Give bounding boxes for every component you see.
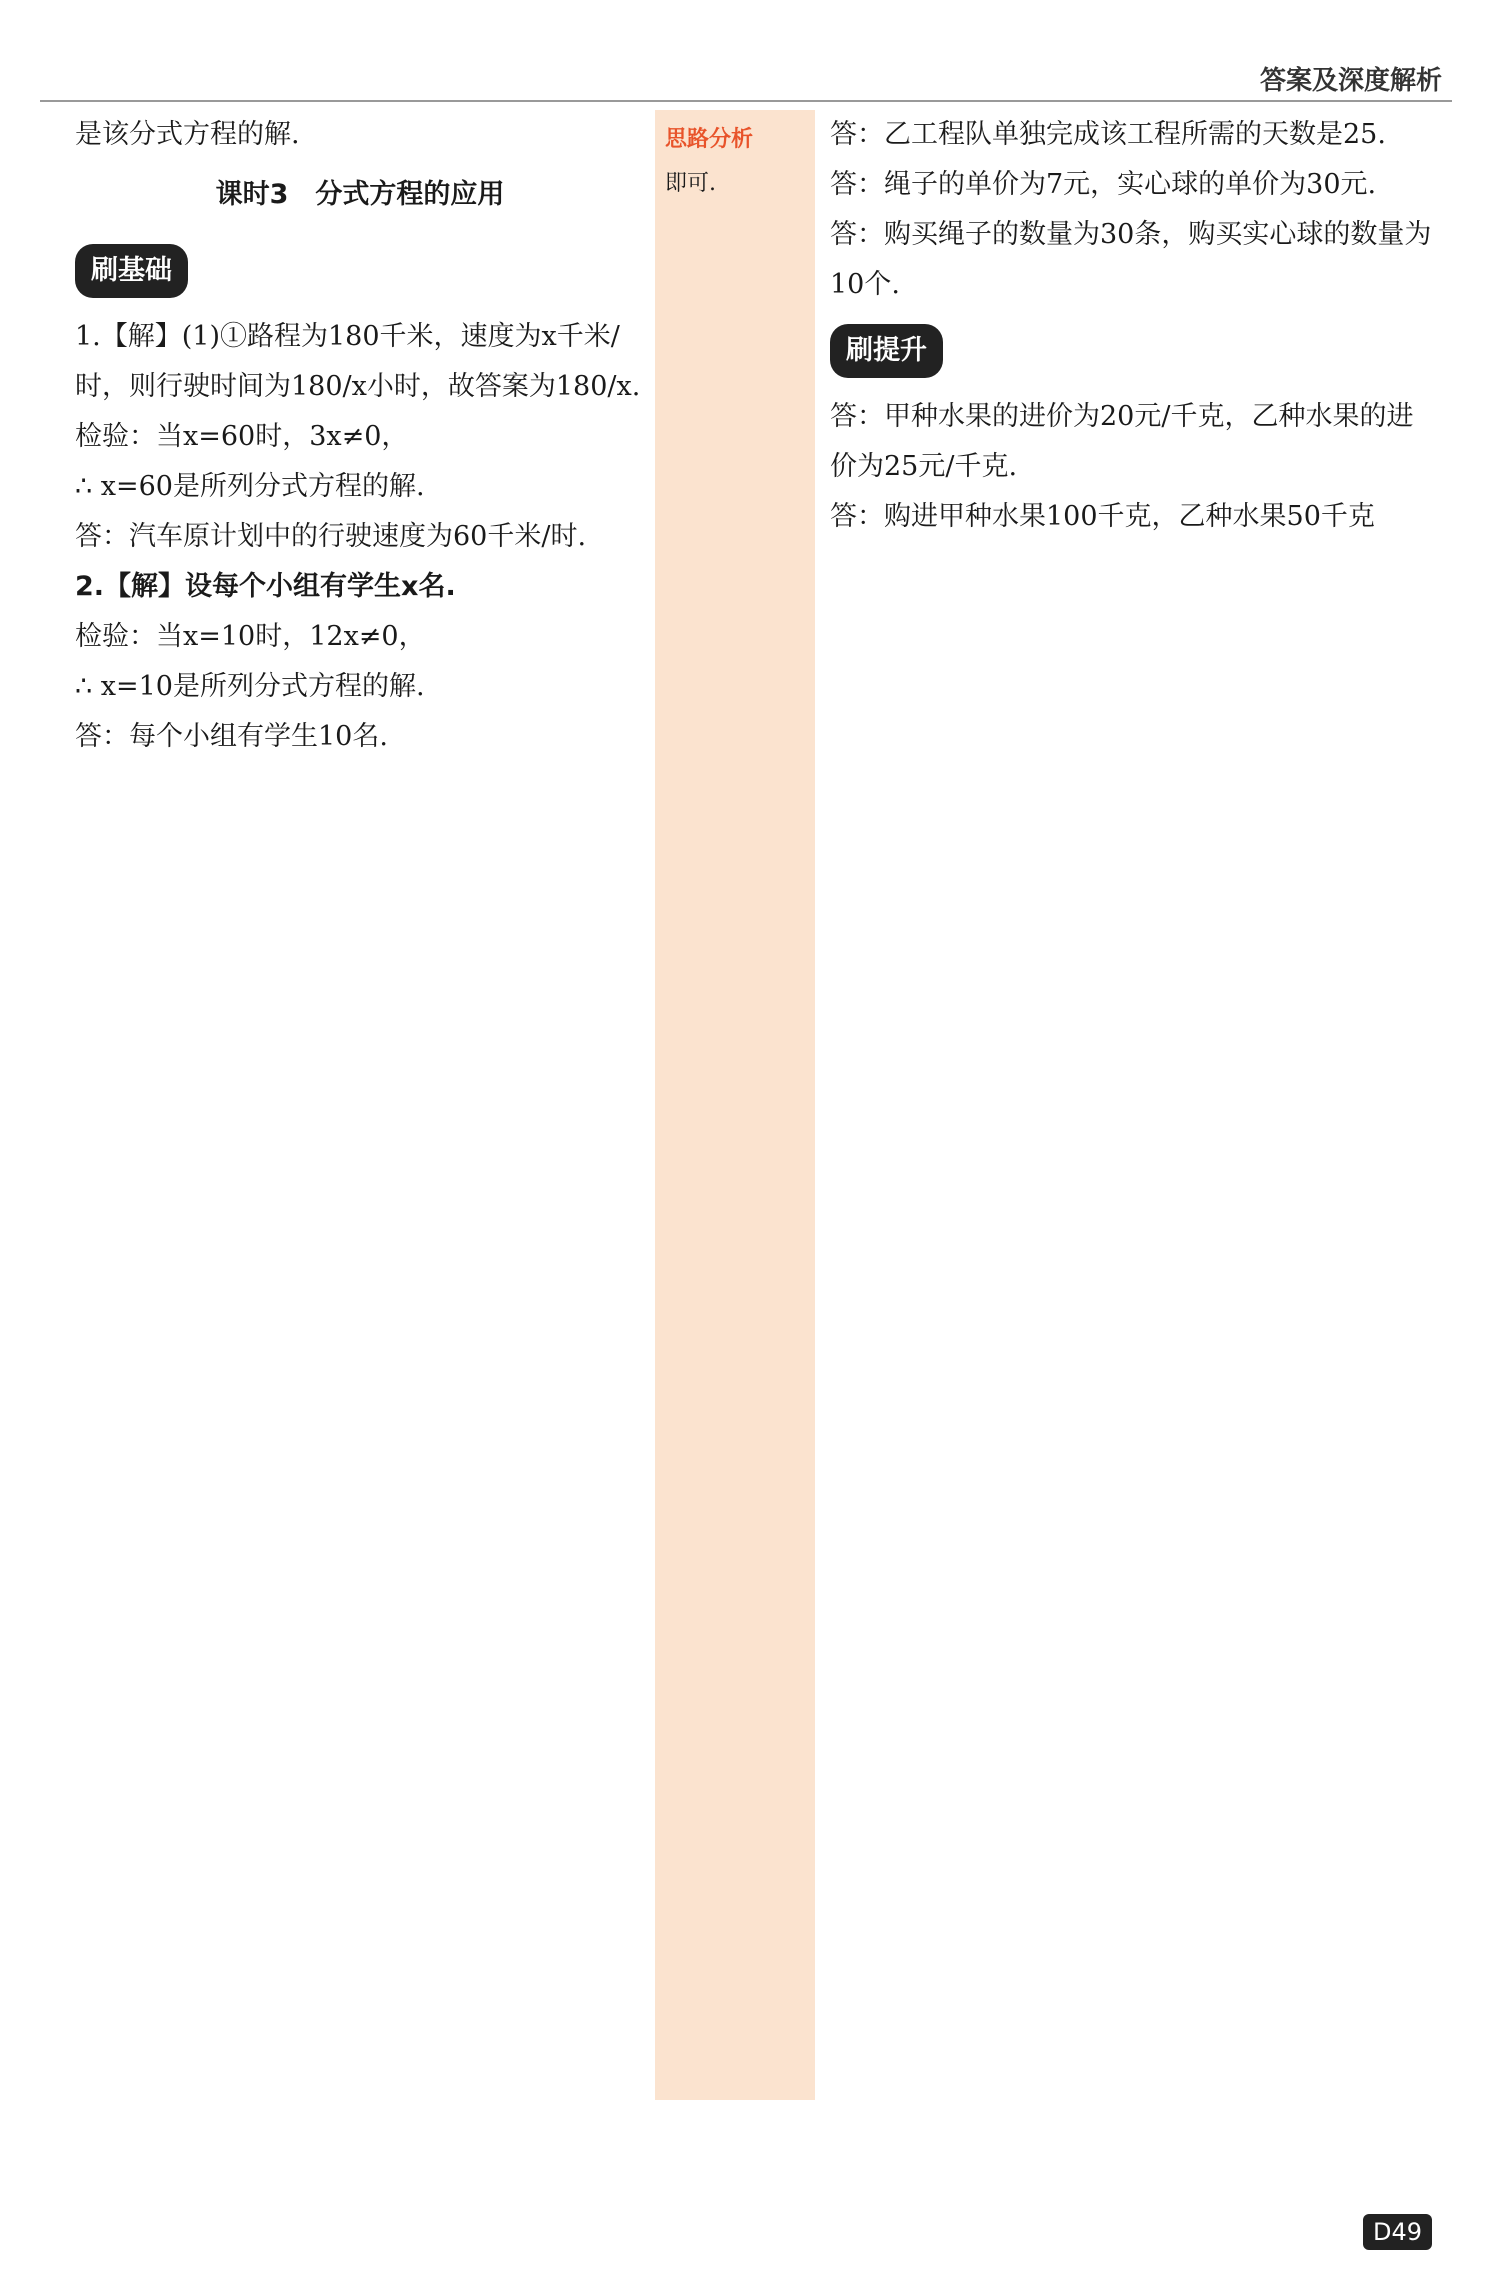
q2-answer: 答：每个小组有学生10名. (75, 721, 388, 752)
sidebar-title: 思路分析 (665, 127, 754, 152)
a1-last: 答：购进甲种水果100千克，乙种水果50千克 (830, 501, 1375, 532)
section-tag-basic: 刷基础 (75, 244, 188, 298)
section-tag-advanced: 刷提升 (830, 324, 943, 378)
q2-check: 检验：当x=10时，12x≠0， (75, 621, 426, 652)
q1-head: 1.【解】(1)①路程为180千米，速度为x千米/时，则行驶时间为180/x小时，故答案为180/x. (75, 321, 641, 402)
right-column (830, 110, 1440, 542)
sidebar-last: 即可. (665, 171, 716, 196)
q4-answer-2: 答：购买绳子的数量为30条，购买实心球的数量为10个. (830, 219, 1432, 300)
header-rule (40, 100, 1452, 102)
q2-head: 2.【解】设每个小组有学生x名. (75, 571, 456, 602)
lesson-title: 课时3 分式方程的应用 (215, 179, 505, 210)
left-column (75, 110, 645, 762)
q2-conclusion: ∴ x=10是所列分式方程的解. (75, 671, 425, 702)
text-line: 是该分式方程的解. (75, 119, 300, 150)
page-number: D49 (1363, 2214, 1432, 2250)
q4-answer-1: 答：绳子的单价为7元，实心球的单价为30元. (830, 169, 1377, 200)
q3-answer: 答：乙工程队单独完成该工程所需的天数是25. (830, 119, 1386, 150)
q1-conclusion: ∴ x=60是所列分式方程的解. (75, 471, 425, 502)
q1-check: 检验：当x=60时，3x≠0， (75, 421, 409, 452)
page-header: 答案及深度解析 (1259, 66, 1442, 96)
a1-answer: 答：甲种水果的进价为20元/千克，乙种水果的进价为25元/千克. (830, 401, 1414, 482)
analysis-sidebar (655, 110, 815, 2100)
q1-answer: 答：汽车原计划中的行驶速度为60千米/时. (75, 521, 587, 552)
